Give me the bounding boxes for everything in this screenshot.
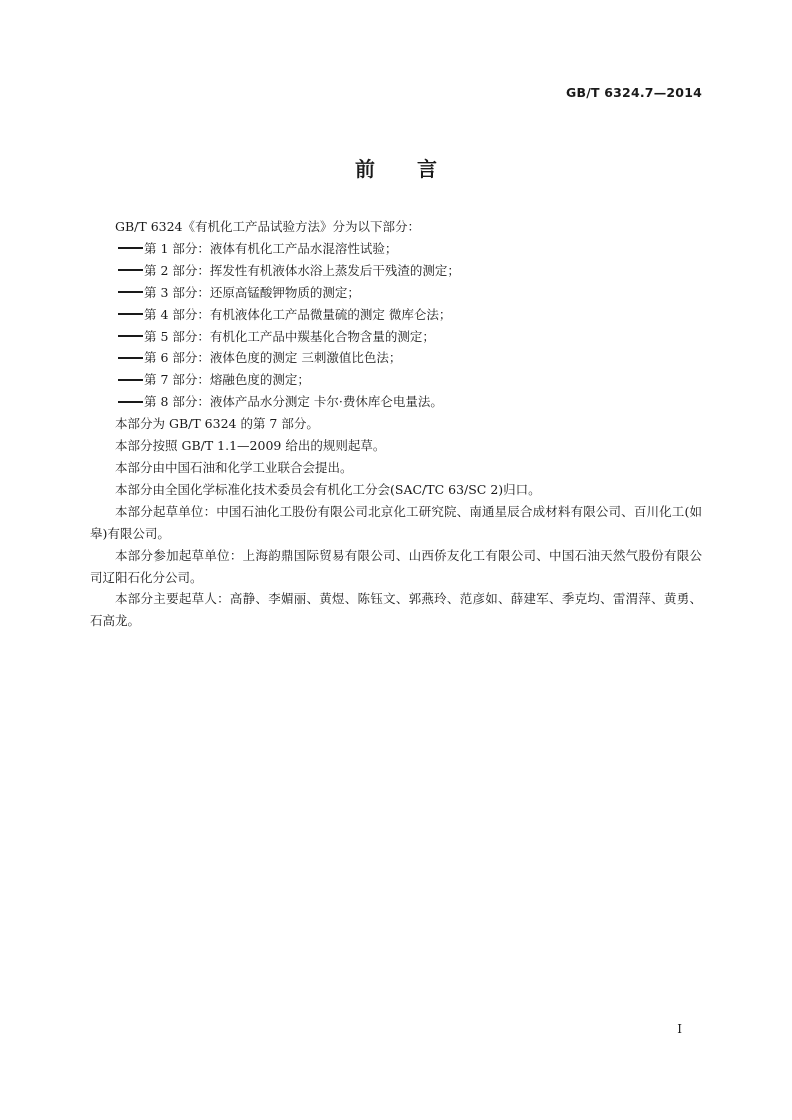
list-item (90, 369, 702, 391)
dash-mark (118, 335, 143, 337)
list-item (90, 304, 702, 326)
list-item (90, 326, 702, 348)
list-item-text: 第 8 部分：液体产品水分测定 卡尔·费休库仑电量法。 (144, 394, 443, 410)
dash-mark (118, 247, 143, 249)
list-item (90, 391, 702, 413)
paragraph-proposer: 本部分由中国石油和化学工业联合会提出。 (115, 459, 353, 475)
list-item-text: 第 1 部分：液体有机化工产品水混溶性试验； (144, 240, 398, 256)
page-title: 前言 (355, 157, 479, 181)
paragraph-administrator: 本部分由全国化学标准化技术委员会有机化工分会(SAC/TC 63/SC 2)归口。 (115, 481, 541, 497)
dash-mark (118, 401, 143, 403)
dash-mark (118, 357, 143, 359)
list-item (90, 282, 702, 304)
list-item (90, 347, 702, 369)
dash-mark (118, 291, 143, 293)
list-item-text: 第 2 部分：挥发性有机液体水浴上蒸发后干残渣的测定； (144, 262, 460, 278)
page-number: I (677, 1022, 682, 1036)
paragraph-drafting-rules: 本部分按照 GB/T 1.1—2009 给出的规则起草。 (115, 438, 386, 454)
paragraph-participating-units: 本部分参加起草单位：上海韵鼎国际贸易有限公司、山西侨友化工有限公司、中国石油天然气股份有限公司辽阳石化分公司。 (90, 547, 702, 585)
list-item (90, 260, 702, 282)
dash-mark (118, 269, 143, 271)
list-item-text: 第 6 部分：液体色度的测定 三刺激值比色法； (144, 350, 402, 366)
list-item (90, 238, 702, 260)
dash-mark (118, 313, 143, 315)
intro-paragraph: GB/T 6324《有机化工产品试验方法》分为以下部分： (115, 219, 421, 234)
paragraph-drafters: 本部分主要起草人：高静、李媚丽、黄煜、陈钰文、郭燕玲、范彦如、薛建军、季克均、雷渭萍、黄勇、石高龙。 (90, 591, 702, 629)
document-body (90, 216, 702, 632)
list-item-text: 第 7 部分：熔融色度的测定； (144, 372, 310, 388)
list-item-text: 第 4 部分：有机液体化工产品微量硫的测定 微库仑法； (144, 306, 452, 322)
paragraph-drafting-units: 本部分起草单位：中国石油化工股份有限公司北京化工研究院、南通星辰合成材料有限公司、百川化工(如皋)有限公司。 (90, 503, 702, 541)
list-item-text: 第 5 部分：有机化工产品中羰基化合物含量的测定； (144, 328, 435, 344)
list-item-text: 第 3 部分：还原高锰酸钾物质的测定； (144, 284, 360, 300)
paragraph-part-statement: 本部分为 GB/T 6324 的第 7 部分。 (115, 416, 319, 432)
standard-number: GB/T 6324.7—2014 (566, 85, 702, 100)
dash-mark (118, 379, 143, 381)
